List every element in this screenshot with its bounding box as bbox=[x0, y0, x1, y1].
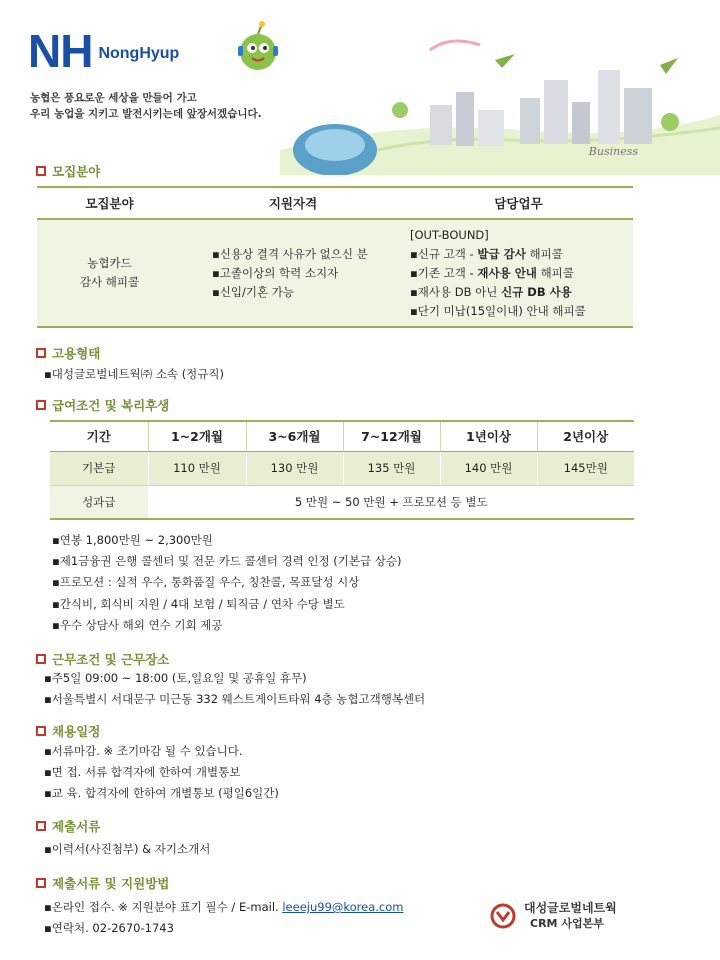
duty-text: ▪신규 고객 - bbox=[410, 246, 478, 261]
table-header: 1년이상 bbox=[440, 421, 537, 451]
recruit-field-cell bbox=[37, 219, 182, 327]
list-item: ▪프로모션 : 실적 우수, 통화품질 우수, 칭찬콜, 목표달성 시상 bbox=[52, 575, 360, 589]
table-header: 3~6개월 bbox=[246, 421, 343, 451]
table-cell: 135 만원 bbox=[343, 451, 440, 485]
apply-text: ▪온라인 접수. ※ 지원분야 표기 필수 / E-mail. bbox=[44, 900, 283, 914]
employment-text: ▪대성글로벌네트웍㈜ 소속 (정규직) bbox=[44, 367, 224, 381]
table-row bbox=[37, 219, 633, 327]
section-recruit bbox=[36, 162, 100, 180]
slogan-line2: 우리 농업을 지키고 발전시키는데 앞장서겠습니다. bbox=[30, 108, 262, 120]
duty-text: 해피콜 bbox=[525, 246, 563, 261]
row-label: 기본급 bbox=[50, 451, 148, 485]
section-marker-icon bbox=[36, 878, 46, 888]
contact-line: ▪연락처. 02-2670-1743 bbox=[44, 921, 174, 935]
row-label: 성과급 bbox=[50, 485, 148, 519]
list-item: ▪고졸이상의 학력 소지자 bbox=[212, 265, 339, 280]
logo-subtext: NongHyup bbox=[98, 45, 180, 62]
qualification-cell bbox=[182, 219, 404, 327]
section-salary bbox=[36, 396, 169, 414]
section-marker-icon bbox=[36, 726, 46, 736]
section-marker-icon bbox=[36, 348, 46, 358]
list-item bbox=[410, 245, 633, 264]
table-cell: 5 만원 ~ 50 만원 + 프로모션 등 별도 bbox=[148, 485, 634, 519]
list-item: ▪교 육. 합격자에 한하여 개별통보 (평일6일간) bbox=[44, 786, 279, 800]
email-link[interactable]: leeeju99@korea.com bbox=[282, 900, 404, 914]
list-item bbox=[410, 264, 633, 283]
duty-emphasis: 신규 DB 사용 bbox=[501, 284, 572, 299]
section-title: 모집분야 bbox=[52, 164, 101, 179]
recruit-table bbox=[37, 186, 633, 328]
apply-line bbox=[44, 899, 403, 915]
duty-text: ▪단기 미납(15일이내) 안내 해피콜 bbox=[410, 303, 586, 318]
table-header: 1~2개월 bbox=[148, 421, 246, 451]
section-marker-icon bbox=[36, 166, 46, 176]
city-illustration bbox=[280, 10, 720, 175]
business-caption: Business bbox=[588, 145, 638, 158]
logo-text: NH bbox=[28, 25, 93, 77]
table-cell: 145만원 bbox=[537, 451, 634, 485]
mascot-icon bbox=[228, 18, 288, 78]
duty-text: ▪재사용 DB 아닌 bbox=[410, 284, 502, 299]
list-item: ▪우수 상담사 해외 연수 기회 제공 bbox=[52, 618, 223, 632]
section-schedule bbox=[36, 722, 100, 740]
duties-heading: [OUT-BOUND] bbox=[410, 227, 489, 242]
table-cell: 110 만원 bbox=[148, 451, 246, 485]
section-title: 고용형태 bbox=[52, 346, 101, 361]
nh-logo bbox=[28, 25, 180, 77]
section-documents bbox=[36, 817, 100, 835]
list-item bbox=[410, 283, 633, 302]
list-item: ▪제1금융권 은행 콜센터 및 전문 카드 콜센터 경력 인정 (기본급 상승) bbox=[52, 554, 402, 568]
table-cell: 130 만원 bbox=[246, 451, 343, 485]
table-header-row bbox=[50, 421, 634, 451]
salary-table bbox=[50, 420, 634, 520]
recruit-field-line2: 감사 해피콜 bbox=[79, 275, 140, 289]
recruit-field-line1: 농협카드 bbox=[87, 256, 132, 270]
table-header: 모집분야 bbox=[37, 187, 182, 219]
list-item: ▪간식비, 회식비 지원 / 4대 보험 / 퇴직금 / 연차 수당 별도 bbox=[52, 597, 345, 611]
documents-text: ▪이력서(사진첨부) & 자기소개서 bbox=[44, 842, 211, 856]
company-logo bbox=[490, 900, 617, 932]
section-marker-icon bbox=[36, 654, 46, 664]
table-header: 기간 bbox=[50, 421, 148, 451]
section-title: 채용일정 bbox=[52, 724, 101, 739]
section-marker-icon bbox=[36, 821, 46, 831]
company-emblem-icon bbox=[490, 903, 516, 929]
table-header-row bbox=[37, 187, 633, 219]
list-item: ▪신용상 결격 사유가 없으신 분 bbox=[212, 246, 368, 261]
table-row bbox=[50, 451, 634, 485]
company-name: 대성글로벌네트웍 bbox=[524, 901, 617, 915]
duty-text: 해피콜 bbox=[536, 265, 574, 280]
table-header: 2년이상 bbox=[537, 421, 634, 451]
duty-emphasis: 발급 감사 bbox=[477, 246, 526, 261]
section-work bbox=[36, 650, 169, 668]
list-item: ▪서울특별시 서대문구 미근동 332 웨스트게이트타워 4층 농협고객행복센터 bbox=[44, 692, 426, 706]
list-item bbox=[410, 302, 633, 321]
table-header: 7~12개월 bbox=[343, 421, 440, 451]
list-item: ▪서류마감. ※ 조기마감 될 수 있습니다. bbox=[44, 744, 243, 758]
section-title: 제출서류 bbox=[52, 819, 101, 834]
section-title: 제출서류 및 지원방법 bbox=[52, 876, 170, 891]
section-title: 급여조건 및 복리후생 bbox=[52, 398, 170, 413]
table-header: 지원자격 bbox=[182, 187, 404, 219]
list-item: ▪주5일 09:00 ~ 18:00 (토,일요일 및 공휴일 휴무) bbox=[44, 671, 307, 685]
section-title: 근무조건 및 근무장소 bbox=[52, 652, 170, 667]
section-marker-icon bbox=[36, 400, 46, 410]
section-apply bbox=[36, 874, 169, 892]
section-employment bbox=[36, 344, 100, 362]
header-banner bbox=[0, 0, 720, 175]
table-header: 담당업무 bbox=[404, 187, 633, 219]
duty-emphasis: 재사용 안내 bbox=[477, 265, 537, 280]
list-item: ▪연봉 1,800만원 ~ 2,300만원 bbox=[52, 533, 213, 547]
table-cell: 140 만원 bbox=[440, 451, 537, 485]
list-item: ▪면 접. 서류 합격자에 한하여 개별통보 bbox=[44, 765, 241, 779]
table-row bbox=[50, 485, 634, 519]
duty-text: ▪기존 고객 - bbox=[410, 265, 478, 280]
company-division: CRM 사업본부 bbox=[530, 917, 604, 930]
slogan-line1: 농협은 풍요로운 세상을 만들어 가고 bbox=[30, 92, 197, 104]
duties-cell bbox=[404, 219, 633, 327]
list-item: ▪신입/기혼 가능 bbox=[212, 284, 294, 299]
slogan bbox=[30, 90, 262, 122]
